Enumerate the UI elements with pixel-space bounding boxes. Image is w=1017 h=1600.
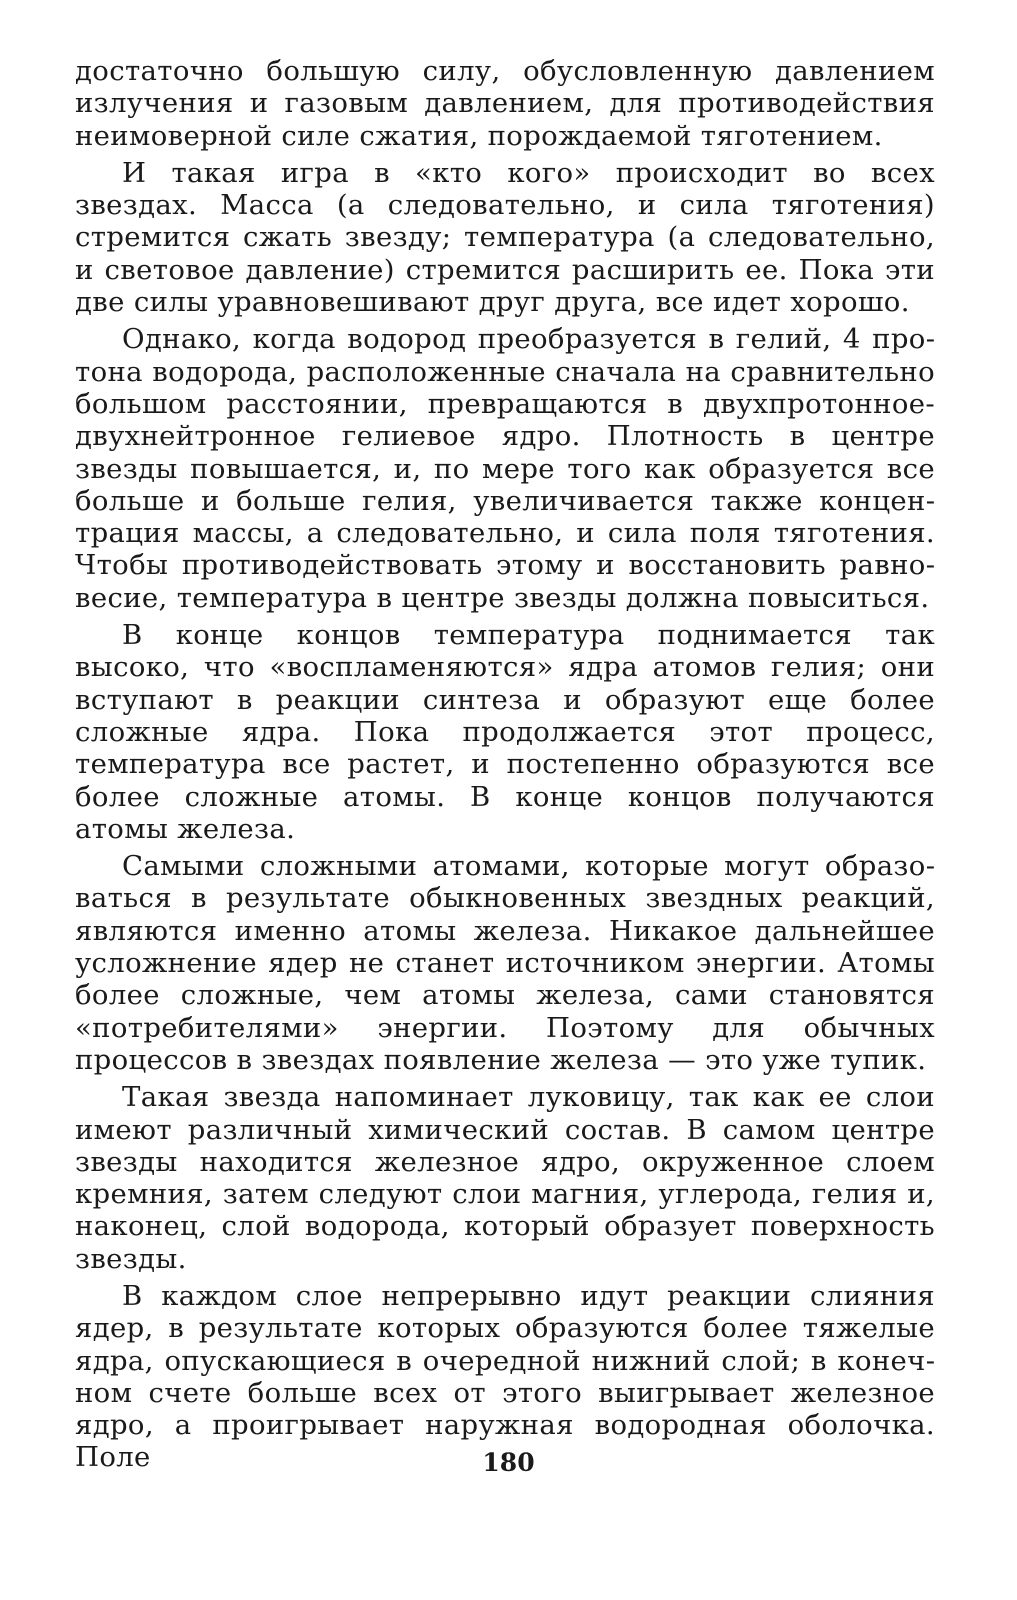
paragraph-2: И такая игра в «кто кого» происходит во всех звездах. Масса (а следовательно, и сила тяготения) стремится сжать звезду; температура (а следовательно, и световое давление) стремится расширить ее. Пока эти две силы уравновешивают друг друга, все идет хорошо. (75, 156, 935, 319)
paragraph-3: Однако, когда водород преобразуется в гелий, 4 протона водорода, расположенные сначала на сравнительно большом расстоянии, превращаются в двухпротонное-двухнейтронное гелиевое ядро. Плотность в центре звезды повышается, и, по мере того как образуется все больше и больше гелия, увеличивается также концентрация массы, а следовательно, и сила поля тяготения. Чтобы противодействовать этому и восстановить равновесие, температура в центре звезды должна повыситься. (75, 323, 935, 614)
paragraph-1: достаточно большую силу, обусловленную давлением излучения и газовым давлением, для противодействия неимоверной силе сжатия, порождаемой тяготением. (75, 55, 935, 152)
page-number: 180 (482, 1448, 535, 1477)
paragraph-5: Самыми сложными атомами, которые могут образоваться в результате обыкновенных звездных реакций, являются именно атомы железа. Никакое дальнейшее усложнение ядер не станет источником энергии. Атомы более сложные, чем атомы железа, сами становятся «потребителями» энергии. Поэтому для обычных процессов в звездах появление железа — это уже тупик. (75, 850, 935, 1076)
paragraph-6: Такая звезда напоминает луковицу, так как ее слои имеют различный химический состав. В самом центре звезды находится железное ядро, окруженное слоем кремния, затем следуют слои магния, углерода, гелия и, наконец, слой водорода, который образует поверхность звезды. (75, 1081, 935, 1275)
page-body (75, 55, 935, 1474)
paragraph-7: В каждом слое непрерывно идут реакции слияния ядер, в результате которых образуются более тяжелые ядра, опускающиеся в очередной нижний слой; в конечном счете больше всех от этого выигрывает железное ядро, а проигрывает наружная водородная оболочка. Поле (75, 1279, 935, 1474)
paragraph-4: В конце концов температура поднимается так высоко, что «воспламеняются» ядра атомов гелия; они вступают в реакции синтеза и образуют еще более сложные ядра. Пока продолжается этот процесс, температура все растет, и постепенно образуются все более сложные атомы. В конце концов получаются атомы железа. (75, 619, 935, 845)
